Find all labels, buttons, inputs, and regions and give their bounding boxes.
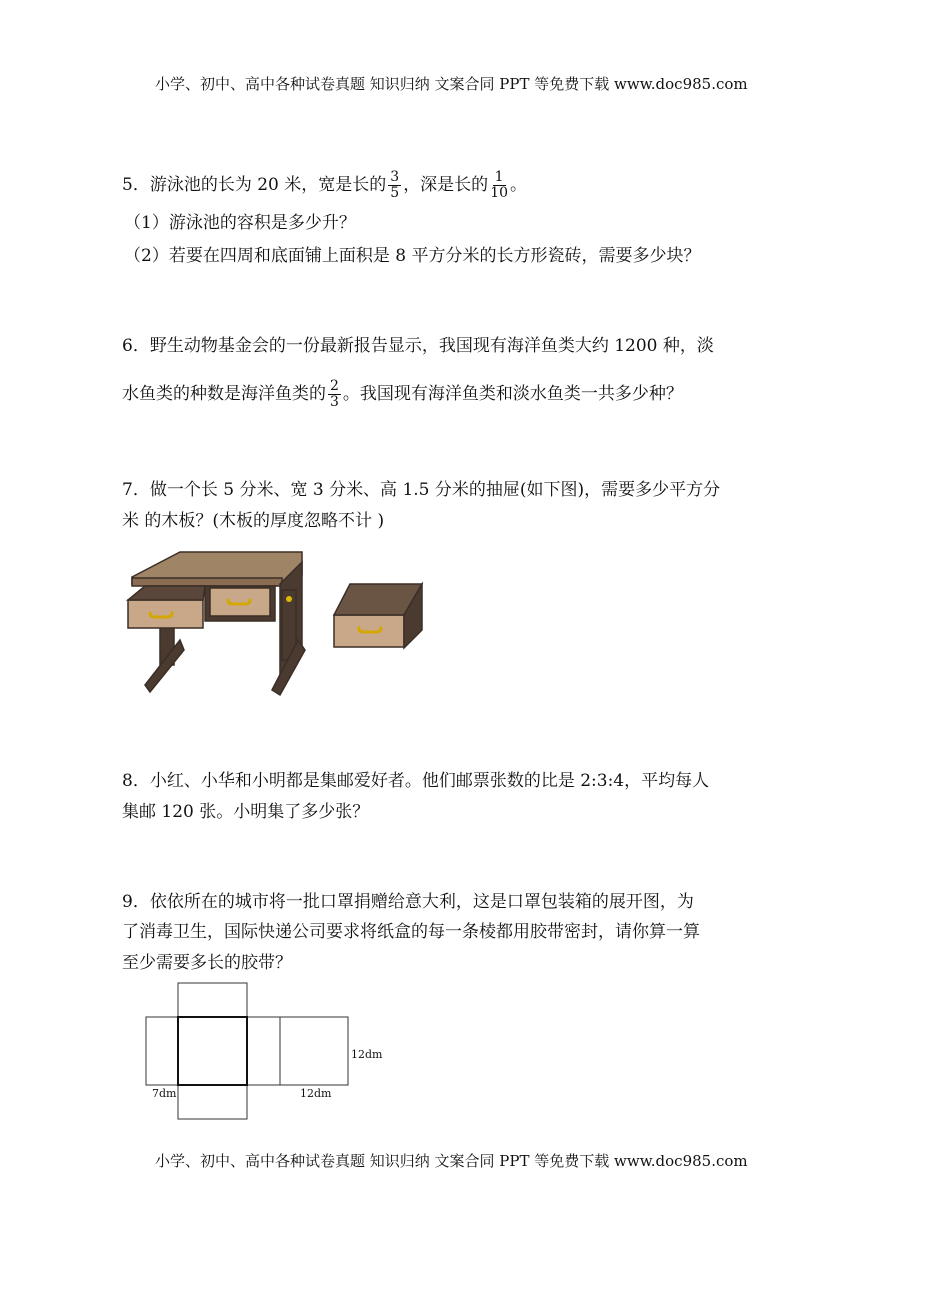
- fraction-2-3: [328, 379, 341, 410]
- fraction-3-5: [388, 170, 401, 201]
- page-footer: 小学、初中、高中各种试卷真题 知识归纳 文案合同 PPT 等免费下载 www.doc985.com: [155, 1152, 748, 1170]
- label-length: 12dm: [300, 1087, 332, 1100]
- question-5: [122, 170, 527, 201]
- box-net-diagram: [140, 978, 360, 1126]
- q6-text-a: 水鱼类的种数是海洋鱼类的: [122, 384, 326, 404]
- net-base-face: [178, 1017, 247, 1085]
- q9-line-2: 了消毒卫生，国际快递公司要求将纸盒的每一条棱都用胶带密封，请你算一算: [122, 922, 700, 942]
- denominator: 10: [490, 185, 509, 201]
- label-height: 12dm: [351, 1048, 383, 1061]
- q5-text-a: 5．游泳池的长为 20 米，宽是长的: [122, 175, 387, 195]
- open-drawer: [128, 600, 203, 628]
- q9-line-3: 至少需要多长的胶带？: [122, 953, 292, 973]
- desk-drawer-illustration: [120, 540, 440, 710]
- q6-line-1: 6．野生动物基金会的一份最新报告显示，我国现有海洋鱼类大约 1200 种，淡: [122, 336, 714, 356]
- page-header: 小学、初中、高中各种试卷真题 知识归纳 文案合同 PPT 等免费下载 www.doc985.com: [155, 75, 748, 93]
- denominator: 5: [390, 185, 400, 201]
- q5-text-c: 。: [510, 175, 528, 195]
- q8-line-2: 集邮 120 张。小明集了多少张？: [122, 802, 370, 822]
- q9-line-1: 9．依依所在的城市将一批口罩捐赠给意大利，这是口罩包装箱的展开图，为: [122, 892, 694, 912]
- numerator: 1: [494, 169, 504, 185]
- q5-text-b: ，深是长的: [403, 175, 489, 195]
- denominator: 3: [330, 394, 339, 410]
- q7-line-1: 7．做一个长 5 分米、宽 3 分米、高 1.5 分米的抽屉(如下图)，需要多少平方分: [122, 480, 721, 500]
- q6-line-2: [122, 379, 683, 410]
- q6-text-b: 。我国现有海洋鱼类和淡水鱼类一共多少种？: [342, 384, 683, 404]
- q7-line-2: 米 的木板？(木板的厚度忽略不计 ): [122, 511, 385, 531]
- q5-part-1: （1）游泳池的容积是多少升？: [124, 213, 356, 233]
- numerator: 3: [390, 169, 400, 185]
- q5-part-2: （2）若要在四周和底面铺上面积是 8 平方分米的长方形瓷砖，需要多少块？: [124, 246, 701, 266]
- numerator: 2: [330, 378, 339, 394]
- fraction-1-10: [490, 170, 508, 201]
- label-width: 7dm: [152, 1087, 177, 1100]
- closed-drawer: [210, 588, 270, 616]
- q8-line-1: 8．小红、小华和小明都是集邮爱好者。他们邮票张数的比是 2:3:4，平均每人: [122, 771, 710, 791]
